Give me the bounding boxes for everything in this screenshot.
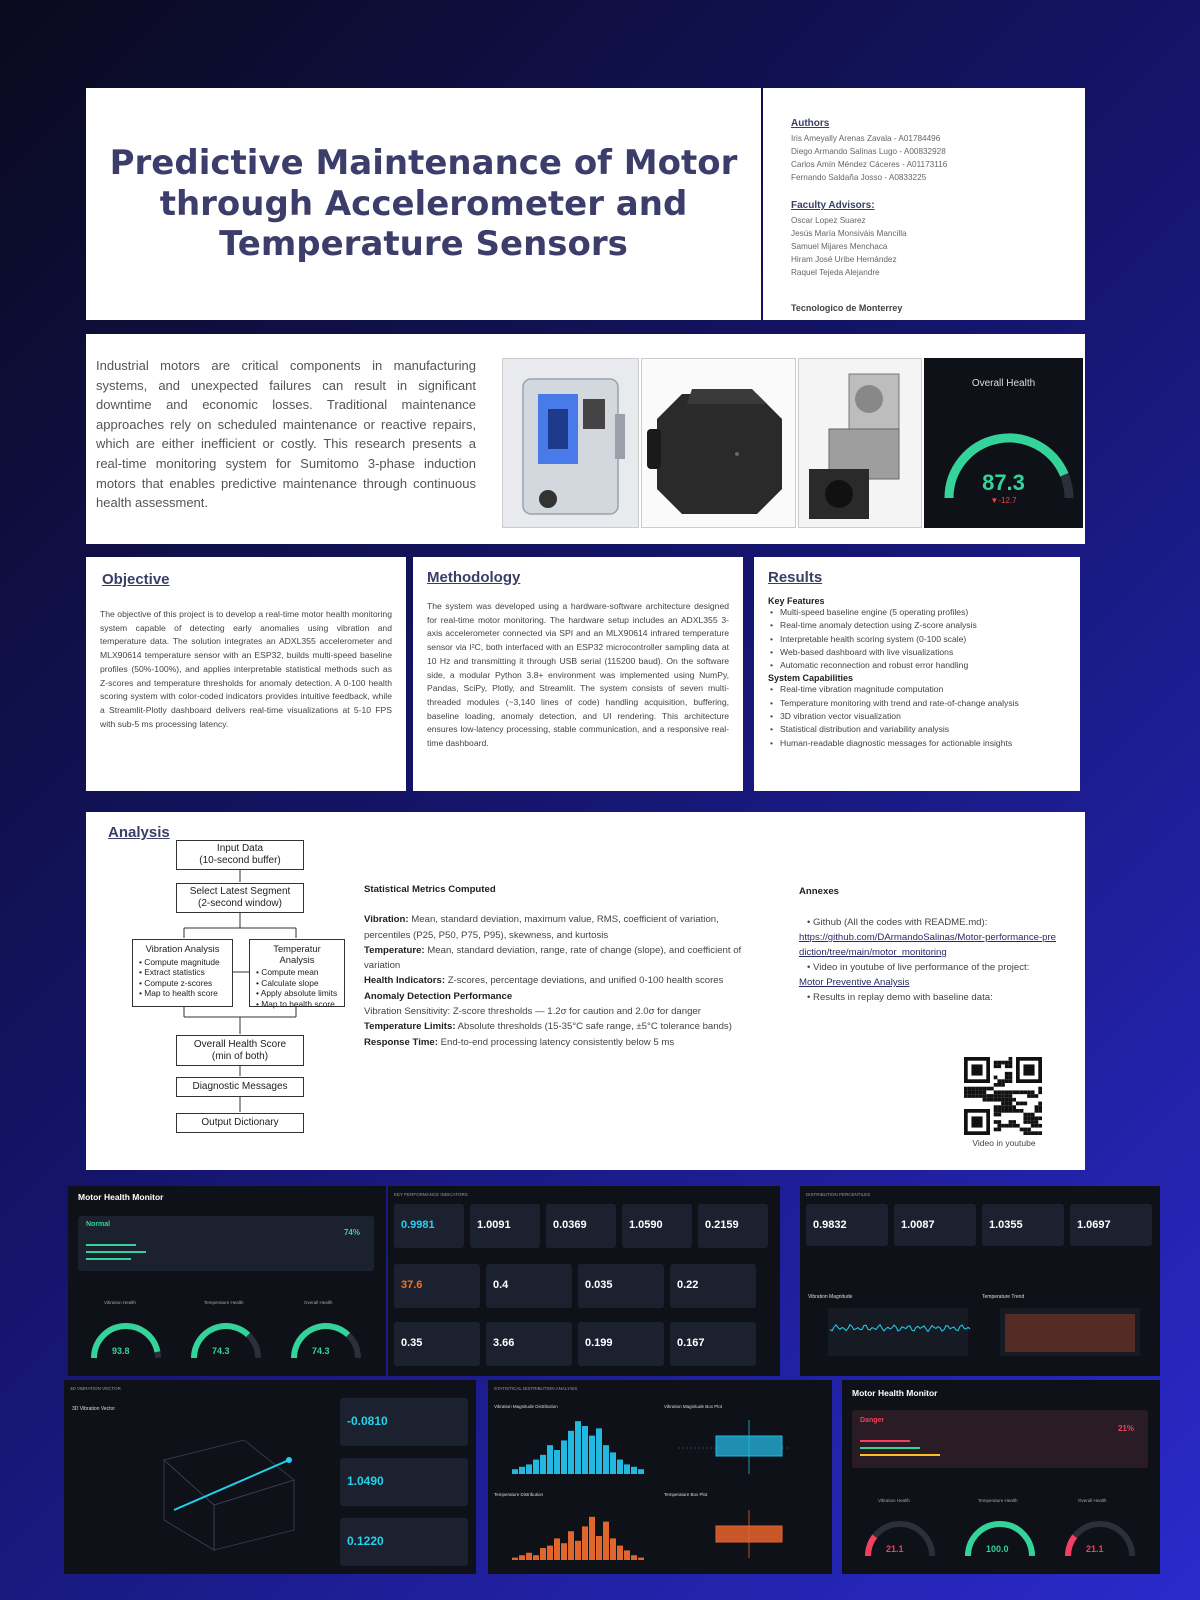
hist-bar (519, 1467, 525, 1474)
hist-bar (533, 1555, 539, 1560)
hist-bar (554, 1538, 560, 1560)
advisor-name: Hiram José Uribe Hernández (791, 255, 897, 264)
intro-text: Industrial motors are critical components in manufacturing systems, and unexpected failures can result in significant downtime and economic losses. Traditional maintenance approaches rely on scheduled maintenance or reactive repairs, which are either inefficient or costly. This research presents a real-time monitoring system for Sumitomo 3-phase induction motors that enables predictive maintenance through continuous health assessment. (96, 358, 476, 511)
hist-bar (596, 1428, 602, 1474)
github-label: Github (All the codes with README.md): (813, 917, 988, 928)
vibration-analysis-items (139, 957, 220, 999)
metric-label: Health Indicators: (364, 975, 446, 987)
flow-input-line1: Input Data (216, 843, 264, 854)
hist-bar (512, 1469, 518, 1474)
d5-c1-title: Vibration Magnitude Distribution (494, 1404, 558, 1409)
capability-item: • 3D vibration vector visualization (768, 710, 1066, 723)
small-gauge (86, 1314, 166, 1364)
response-label: Response Time: (364, 1036, 438, 1048)
hist-bar (624, 1464, 630, 1474)
kpi-value: 0.0369 (553, 1219, 587, 1231)
kpi-value: 3.66 (493, 1337, 515, 1349)
percentile-card (806, 1204, 888, 1246)
capability-item: • Human-readable diagnostic messages for actionable insights (768, 737, 1066, 750)
flow-vibration-analysis (132, 939, 233, 1007)
vector-component-value: 0.1220 (347, 1534, 384, 1548)
kpi-value: 0.4 (493, 1279, 509, 1291)
temperature-analysis-title: Temperatur Analysis (273, 943, 321, 965)
objective-heading: Objective (102, 571, 170, 588)
d5-title: STATISTICAL DISTRIBUTION ANALYSIS (494, 1386, 578, 1391)
gauge-label: Overall Health (304, 1300, 333, 1305)
kpi-value: 0.2159 (705, 1219, 739, 1231)
small-gauge (186, 1314, 266, 1364)
dashboard-kpi (388, 1186, 780, 1376)
hist-bar (638, 1558, 644, 1560)
author-name: Fernando Saldaña Josso - A0833225 (791, 173, 927, 182)
hist-bar (603, 1522, 609, 1560)
d5-charts (488, 1380, 832, 1574)
percentile-card (1070, 1204, 1152, 1246)
gauge-value: 74.3 (312, 1346, 330, 1356)
hist-bar (617, 1546, 623, 1560)
hist-bar (617, 1460, 623, 1474)
objective-panel (86, 557, 406, 791)
hist-bar (624, 1550, 630, 1560)
d3-title: DISTRIBUTION PERCENTILES (806, 1192, 871, 1197)
hist-bar (547, 1546, 553, 1560)
kpi-card (670, 1264, 756, 1308)
advisors-heading: Faculty Advisors: (791, 200, 875, 211)
kpi-value: 37.6 (401, 1279, 423, 1291)
metric-text: Mean, standard deviation, range, rate of change (slope), and coefficient of variation (364, 944, 742, 972)
dashboard-danger-status (842, 1380, 1160, 1574)
d6-status: Danger (860, 1417, 885, 1424)
percentile-value: 1.0697 (1077, 1219, 1111, 1231)
small-gauge (286, 1314, 366, 1364)
temperature-step: • Compute mean (256, 967, 337, 978)
kpi-card (486, 1322, 572, 1366)
vector-component-card (340, 1518, 468, 1566)
hist-bar (512, 1558, 518, 1560)
methodology-text: The system was developed using a hardware-software architecture designed for real-time motor monitoring. The hardware setup includes an ADXL355 3-axis accelerometer connected via SPI and an MLX90614 infrared temperature sensor via I²C, both interfaced with an ESP32 microcontroller sampling data at 10 Hz and transmitting it through USB serial (115200 baud). On the software side, a modular Python 3.8+ environment was implemented using NumPy, Pandas, SciPy, Plotly, and Streamlit. The system consists of seven multi-threaded modules (~3,140 lines of code) handling acquisition, buffering, baseline loading, anomaly detection, and UI rendering. This architecture ensures low-latency processing, stable communication, and a responsive real-time dashboard. (427, 601, 729, 749)
key-features-heading: Key Features (768, 596, 825, 606)
author-name: Diego Armando Salinas Lugo - A00832928 (791, 147, 946, 156)
temperature-step: • Calculate slope (256, 978, 337, 989)
d6-title: Motor Health Monitor (852, 1388, 938, 1398)
vibration-step: • Map to health score (139, 988, 220, 999)
qr-code-icon[interactable] (964, 1057, 1042, 1135)
gauge-label: Vibration Health (104, 1300, 136, 1305)
hist-bar (568, 1431, 574, 1474)
kpi-value: 0.167 (677, 1337, 705, 1349)
key-feature-item: • Web-based dashboard with live visualizations (768, 646, 1066, 659)
vibration-step: • Extract statistics (139, 967, 220, 978)
temperature-limits (364, 1019, 762, 1034)
flow-segment-line1: Select Latest Segment (189, 886, 291, 897)
analysis-heading: Analysis (108, 824, 170, 841)
d4-title: 3D VIBRATION VECTOR (70, 1386, 121, 1391)
hist-bar (638, 1469, 644, 1474)
intro-panel (86, 334, 1085, 544)
hist-bar (568, 1531, 574, 1560)
title-panel (86, 88, 761, 320)
d3-mini-charts (810, 1304, 1150, 1366)
d4-chart-title: 3D Vibration Vector (72, 1406, 115, 1412)
metrics-list (364, 912, 762, 988)
methodology-panel (413, 557, 743, 791)
poster-title: Predictive Maintenance of Motor through Accelerometer and Temperature Sensors (109, 142, 738, 265)
gauge-label: Vibration Health (878, 1498, 910, 1503)
gauge-label: Temperature Health (978, 1498, 1018, 1503)
metric-label: Vibration: (364, 914, 409, 926)
gauge-delta: ▼-12.7 (990, 496, 1017, 505)
objective-text: The objective of this project is to develop a real-time motor health monitoring system capable of detecting early anomalies using vibration and temperature data. The solution integrates an ADXL355 accelerometer and MLX90614 temperature sensor with an ESP32, builds multi-speed baseline profiles (50%-100%), and applies interpretable statistical methods such as Z-scores and temperature thresholds for anomaly detection. A 0-100 health scoring system with color-coded indicators provides intuitive feedback, while a Streamlit-Plotly dashboard delivers real-time visualizations at 5-10 FPS with sub-5 ms processing latency. (100, 609, 392, 729)
analysis-panel (86, 812, 1085, 1170)
advisor-name: Oscar Lopez Suarez (791, 216, 866, 225)
annexes-heading: Annexes (799, 886, 839, 897)
hist-bar (582, 1426, 588, 1474)
percentile-card (982, 1204, 1064, 1246)
flow-output-dictionary: Output Dictionary (176, 1113, 304, 1133)
dashboard-3d-vector (64, 1380, 476, 1574)
gauge-value: 87.3 (982, 470, 1025, 495)
metric-text: Mean, standard deviation, maximum value, RMS, coefficient of variation, percentiles (P25, P50, P75, P95), skewness, and kurtosis (364, 914, 719, 941)
response-time (364, 1035, 762, 1050)
hist-bar (575, 1421, 581, 1474)
kpi-value: 0.199 (585, 1337, 613, 1349)
kpi-value: 0.22 (677, 1279, 699, 1291)
metric-label: Temperature: (364, 944, 425, 956)
key-feature-item: • Multi-speed baseline engine (5 operating profiles) (768, 606, 1066, 619)
key-feature-item: • Real-time anomaly detection using Z-score analysis (768, 619, 1066, 632)
percentile-value: 1.0355 (989, 1219, 1023, 1231)
kpi-card (486, 1264, 572, 1308)
kpi-value: 0.035 (585, 1279, 613, 1291)
hist-bar (526, 1464, 532, 1474)
kpi-card (670, 1322, 756, 1366)
hist-bar (519, 1555, 525, 1560)
capabilities-heading: System Capabilities (768, 673, 854, 684)
github-link[interactable]: https://github.com/DArmandoSalinas/Motor-performance-prediction/tree/main/motor_monitoring (799, 932, 1057, 958)
kpi-card (578, 1264, 664, 1308)
small-gauge (960, 1512, 1040, 1562)
vector-component-card (340, 1458, 468, 1506)
institution: Tecnologico de Monterrey (791, 303, 903, 313)
kpi-value: 0.35 (401, 1337, 423, 1349)
vibration-analysis-title: Vibration Analysis (145, 943, 220, 954)
gauge-value: 74.3 (212, 1346, 230, 1356)
vibration-sensitivity: Vibration Sensitivity: Z-score thresholds — 1.2σ for caution and 2.0σ for danger (364, 1006, 701, 1018)
key-feature-item: • Interpretable health scoring system (0-100 scale) (768, 633, 1066, 646)
d1-status-card (78, 1216, 374, 1271)
authors-heading: Authors (791, 118, 830, 129)
gauge-label: Overall Health (1078, 1498, 1107, 1503)
kpi-card (470, 1204, 540, 1248)
enclosure-render (641, 358, 796, 528)
kpi-card (394, 1322, 480, 1366)
vector-component-value: -0.0810 (347, 1414, 388, 1428)
d5-c2-title: Vibration Magnitude Box Plot (664, 1404, 722, 1409)
hist-bar (610, 1538, 616, 1560)
kpi-card (622, 1204, 692, 1248)
metric-item (364, 973, 762, 988)
flow-overall-line2: (min of both) (211, 1050, 269, 1062)
advisor-name: Samuel Mijares Menchaca (791, 242, 888, 251)
hist-bar (575, 1541, 581, 1560)
key-features-list (768, 606, 1066, 672)
authors-panel (763, 88, 1085, 320)
gauge-fill (1068, 1536, 1075, 1556)
hist-bar (589, 1517, 595, 1560)
percentile-value: 0.9832 (813, 1219, 847, 1231)
replay-label: Results in replay demo with baseline data: (813, 992, 993, 1003)
kpi-value: 1.0091 (477, 1219, 511, 1231)
gauge-value: 93.8 (112, 1346, 130, 1356)
hist-bar (554, 1450, 560, 1474)
temperature-step: • Map to health score (256, 999, 337, 1010)
flow-diagnostic-messages: Diagnostic Messages (176, 1077, 304, 1097)
kpi-card (394, 1204, 464, 1248)
flow-overall-line1: Overall Health Score (193, 1038, 287, 1050)
d4-3d-plot (104, 1420, 324, 1560)
capability-item: • Real-time vibration magnitude computation (768, 683, 1066, 696)
overall-health-gauge (924, 358, 1083, 528)
small-gauge (1060, 1512, 1140, 1562)
hist-bar (631, 1467, 637, 1474)
motor-render (798, 358, 922, 528)
percentile-card (894, 1204, 976, 1246)
capability-item: • Statistical distribution and variability analysis (768, 723, 1066, 736)
hist-bar (540, 1455, 546, 1474)
gauge-title: Overall Health (971, 378, 1036, 389)
enclosure-transparent-render (502, 358, 639, 528)
hist-bar (603, 1445, 609, 1474)
d6-percent: 21% (1117, 1424, 1134, 1433)
metric-item (364, 912, 762, 943)
metric-item (364, 943, 762, 974)
capabilities-list (768, 683, 1066, 749)
replay-item: • Results in replay demo with baseline data: (807, 992, 993, 1003)
d1-status: Normal (86, 1221, 111, 1228)
results-panel (754, 557, 1080, 791)
d3-chart2-title: Temperature Trend (982, 1294, 1025, 1300)
hist-bar (582, 1526, 588, 1560)
advisor-name: Jesús María Monsiváis Mancilla (791, 229, 907, 238)
advisor-name: Raquel Tejeda Alejandre (791, 268, 880, 277)
video-link[interactable]: Motor Preventive Analysis (799, 977, 910, 988)
hist-bar (526, 1553, 532, 1560)
flow-input-data (176, 840, 304, 870)
flow-temperature-analysis (249, 939, 345, 1007)
d2-title: KEY PERFORMANCE INDICATORS (394, 1192, 468, 1197)
kpi-card (698, 1204, 768, 1248)
hist-bar (610, 1452, 616, 1474)
key-feature-item: • Automatic reconnection and robust error handling (768, 659, 1066, 672)
temp-limits-label: Temperature Limits: (364, 1021, 456, 1033)
dashboard-normal-status (68, 1186, 386, 1376)
flow-select-segment (176, 883, 304, 913)
hist-bar (533, 1460, 539, 1474)
authors-list (791, 132, 1057, 184)
capability-item: • Temperature monitoring with trend and rate-of-change analysis (768, 697, 1066, 710)
d5-c3-title: Temperature Distribution (494, 1492, 544, 1497)
hist-bar (561, 1543, 567, 1560)
temperature-analysis-items (256, 967, 337, 1009)
hist-bar (631, 1555, 637, 1560)
qr-caption: Video in youtube (972, 1138, 1036, 1148)
kpi-card (546, 1204, 616, 1248)
author-name: Carlos Amín Méndez Cáceres - A01173116 (791, 160, 948, 169)
hist-bar (596, 1536, 602, 1560)
flow-input-line2: (10-second buffer) (199, 855, 281, 866)
hist-bar (561, 1440, 567, 1474)
video-item: • Video in youtube of live performance of the project: (807, 962, 1030, 973)
flow-overall-health (176, 1035, 304, 1066)
d5-c4-title: Temperature Box Plot (664, 1492, 708, 1497)
percentile-value: 1.0087 (901, 1219, 935, 1231)
dashboard-distribution (488, 1380, 832, 1574)
temperature-step: • Apply absolute limits (256, 988, 337, 999)
anomaly-heading: Anomaly Detection Performance (364, 990, 513, 1002)
flow-segment-line2: (2-second window) (198, 898, 282, 909)
kpi-value: 1.0590 (629, 1219, 663, 1231)
d3-chart1-title: Vibration Magnitude (808, 1294, 853, 1300)
results-heading: Results (768, 569, 823, 586)
vector-component-value: 1.0490 (347, 1474, 384, 1488)
gauge-label: Temperature Health (204, 1300, 244, 1305)
github-item: • Github (All the codes with README.md): (807, 917, 988, 928)
vibration-step: • Compute magnitude (139, 957, 220, 968)
gauge-value: 21.1 (886, 1544, 904, 1554)
metrics-block (364, 882, 762, 1050)
kpi-card (578, 1322, 664, 1366)
response-text: End-to-end processing latency consistently below 5 ms (437, 1036, 675, 1048)
gauge-value: 21.1 (1086, 1544, 1104, 1554)
hist-bar (589, 1436, 595, 1474)
methodology-heading: Methodology (427, 569, 521, 586)
gauge-value: 100.0 (986, 1544, 1009, 1554)
kpi-value: 0.9981 (401, 1219, 435, 1231)
metric-text: Z-scores, percentage deviations, and unified 0-100 health scores (445, 975, 724, 987)
d1-percent: 74% (343, 1228, 360, 1237)
vector-component-card (340, 1398, 468, 1446)
hist-bar (540, 1548, 546, 1560)
gauge-fill (868, 1536, 875, 1556)
hist-bar (547, 1445, 553, 1474)
temperature-band (1005, 1314, 1135, 1352)
d6-status-card (852, 1410, 1148, 1468)
d1-title: Motor Health Monitor (78, 1192, 164, 1202)
temp-limits-text: Absolute thresholds (15-35°C safe range, ±5°C tolerance bands) (455, 1021, 732, 1033)
metrics-heading: Statistical Metrics Computed (364, 884, 496, 895)
kpi-card (394, 1264, 480, 1308)
advisors-list (791, 214, 1057, 279)
small-gauge (860, 1512, 940, 1562)
dashboard-percentiles (800, 1186, 1160, 1376)
vibration-step: • Compute z-scores (139, 978, 220, 989)
annexes-block (799, 884, 1057, 1005)
video-label: Video in youtube of live performance of the project: (813, 962, 1030, 973)
author-name: Iris Ameyally Arenas Zavala - A01784496 (791, 134, 941, 143)
